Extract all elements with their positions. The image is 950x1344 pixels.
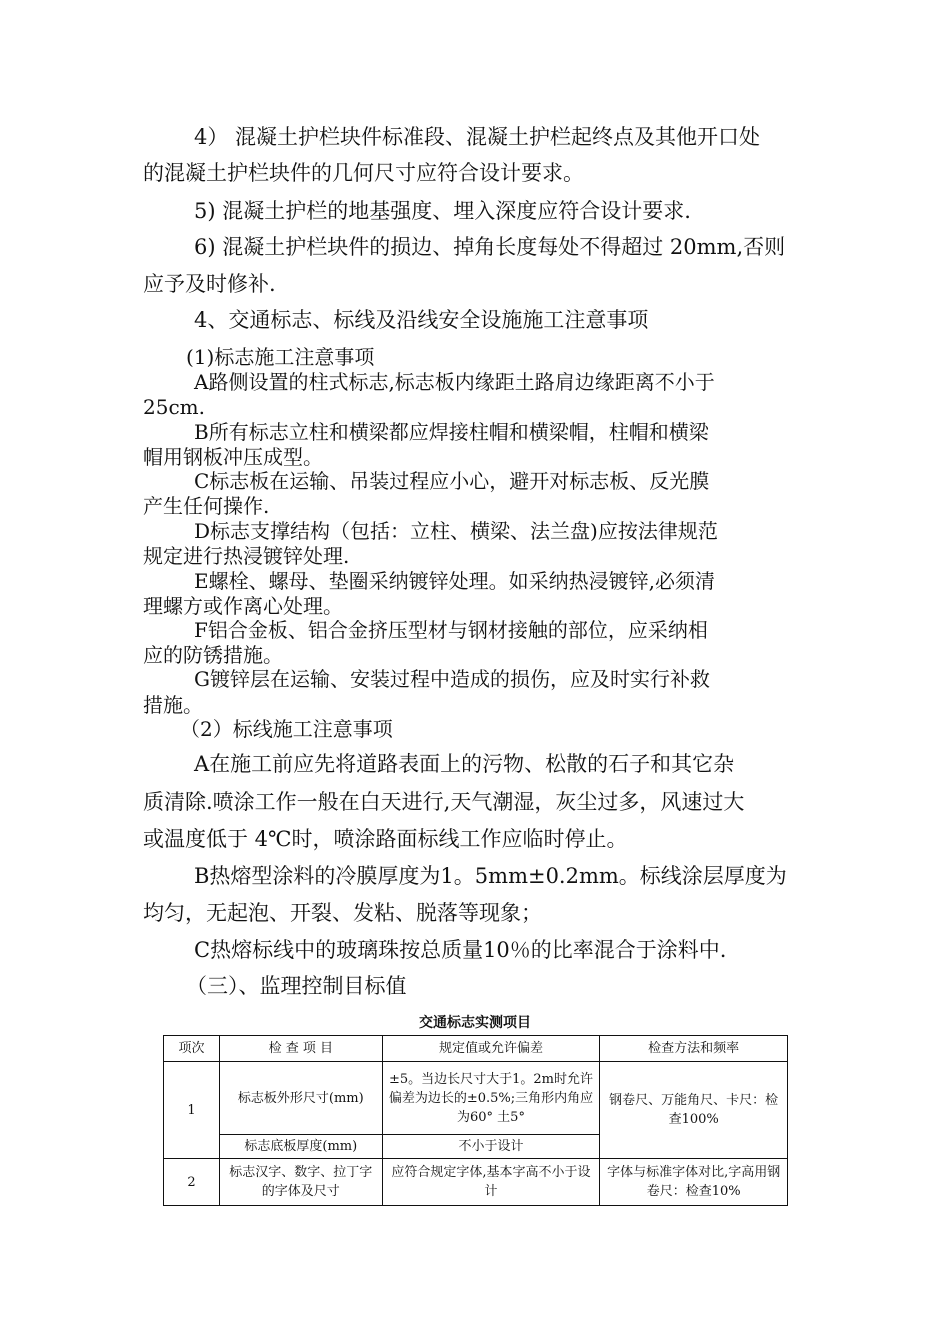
header-tolerance: 规定值或允许偏差 <box>382 1036 600 1062</box>
marking-item-c: C热熔标线中的玻璃珠按总质量10％的比率混合于涂料中. <box>194 938 727 962</box>
text-line: C标志板在运输、吊装过程应小心，避开对标志板、反光膜 <box>194 469 710 493</box>
text-line: 4） 混凝土护栏块件标准段、混凝土护栏起终点及其他开口处 <box>194 125 761 149</box>
text-line: 25cm. <box>143 395 205 419</box>
cell-method: 字体与标准字体对比,字高用钢卷尺：检查10% <box>600 1159 788 1206</box>
subheading-sign-construction: (1)标志施工注意事项 <box>186 345 375 369</box>
text-line: 或温度低于 4℃时，喷涂路面标线工作应临时停止。 <box>143 827 628 851</box>
text-line: 规定进行热浸镀锌处理. <box>143 544 350 568</box>
cell-tolerance: 不小于设计 <box>382 1135 600 1159</box>
cell-check-item: 标志汉字、数字、拉丁字的字体及尺寸 <box>219 1159 382 1206</box>
text-line: 理螺方或作离心处理。 <box>143 594 343 618</box>
text-line: F铝合金板、铝合金挤压型材与钢材接触的部位，应采纳相 <box>194 618 708 642</box>
text-line: A在施工前应先将道路表面上的污物、松散的石子和其它杂 <box>194 752 735 776</box>
text-line: B热熔型涂料的冷膜厚度为1。5mm±0.2mm。标线涂层厚度为 <box>194 864 787 888</box>
subheading-marking-construction: （2）标线施工注意事项 <box>180 717 393 741</box>
header-method: 检查方法和频率 <box>600 1036 788 1062</box>
cell-item-no: 2 <box>164 1159 220 1206</box>
text-line: G镀锌层在运输、安装过程中造成的损伤，应及时实行补救 <box>194 667 710 691</box>
text-line: 6) 混凝土护栏块件的损边、掉角长度每处不得超过 20mm,否则 <box>194 235 786 259</box>
text-line: 应予及时修补. <box>143 272 276 296</box>
text-line: 措施。 <box>143 693 203 717</box>
cell-tolerance: ±5。当边长尺寸大于1。2m时允许偏差为边长的±0.5%;三角形内角应为60° 土5° <box>382 1062 600 1135</box>
text-line: 均匀，无起泡、开裂、发粘、脱落等现象； <box>143 901 542 925</box>
table-header-row <box>164 1036 788 1062</box>
text-line: 帽用钢板冲压成型。 <box>143 445 323 469</box>
header-check-item: 检 查 项 目 <box>219 1036 382 1062</box>
table-row <box>164 1159 788 1206</box>
section-heading-supervision: （三）、监理控制目标值 <box>186 974 407 998</box>
header-item-no: 项次 <box>164 1036 220 1062</box>
inspection-table <box>163 1035 788 1206</box>
paragraph-foundation: 5) 混凝土护栏的地基强度、埋入深度应符合设计要求. <box>194 199 691 223</box>
text-line: B所有标志立柱和横梁都应焊接柱帽和横梁帽，柱帽和横梁 <box>194 420 709 444</box>
table-row <box>164 1062 788 1135</box>
text-line: 产生任何操作. <box>143 494 270 518</box>
text-line: 应的防锈措施。 <box>143 643 283 667</box>
cell-method: 钢卷尺、万能角尺、卡尺：检查100% <box>600 1062 788 1159</box>
text-line: 质清除.喷涂工作一般在白天进行,天气潮湿，灰尘过多，风速过大 <box>143 790 745 814</box>
text-line: A路侧设置的柱式标志,标志板内缘距土路肩边缘距离不小于 <box>194 370 715 394</box>
text-line: E螺栓、螺母、垫圈采纳镀锌处理。如采纳热浸镀锌,必须清 <box>194 569 715 593</box>
section-heading-traffic: 4、交通标志、标线及沿线安全设施施工注意事项 <box>194 308 649 332</box>
text-line: 的混凝土护栏块件的几何尺寸应符合设计要求。 <box>143 161 584 185</box>
cell-item-no: 1 <box>164 1062 220 1159</box>
cell-check-item: 标志板外形尺寸(mm) <box>219 1062 382 1135</box>
cell-tolerance: 应符合规定字体,基本字高不小于设计 <box>382 1159 600 1206</box>
text-line: D标志支撑结构（包括：立柱、横梁、法兰盘)应按法律规范 <box>194 519 718 543</box>
cell-check-item: 标志底板厚度(mm) <box>219 1135 382 1159</box>
table-caption: 交通标志实测项目 <box>419 1015 531 1031</box>
